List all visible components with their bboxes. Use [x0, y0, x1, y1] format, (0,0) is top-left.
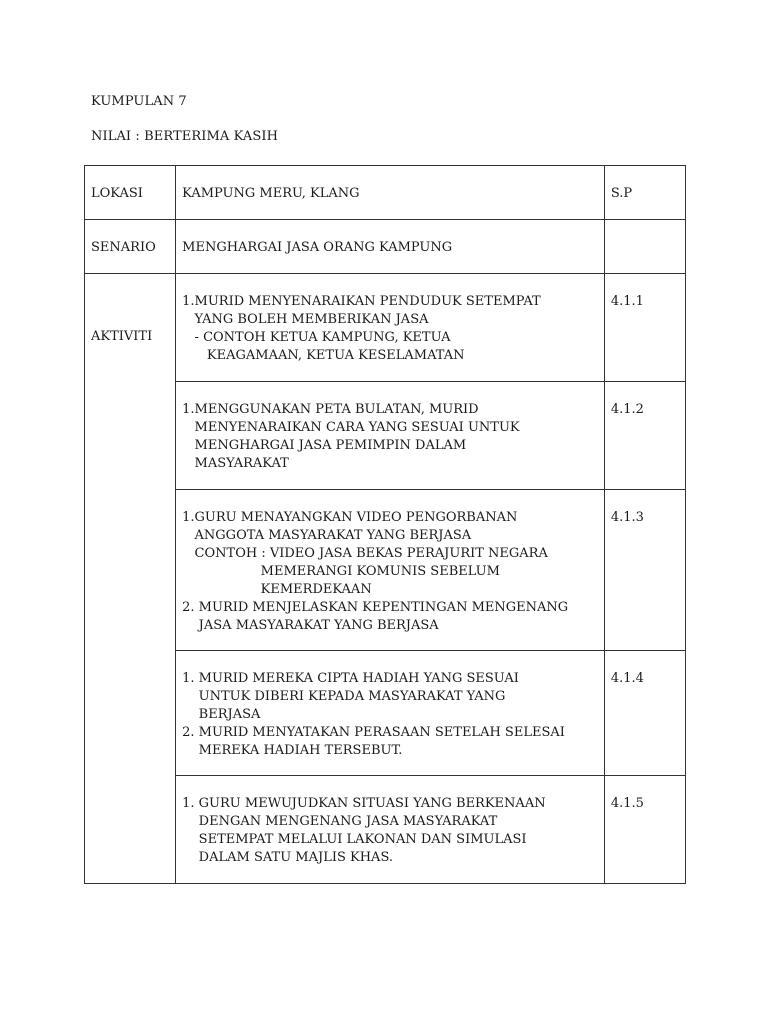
activity-sp-cell	[604, 776, 685, 884]
activity-sp-cell	[604, 382, 685, 490]
activity-sp-cell	[604, 490, 685, 651]
activity-line: MEMERANGI KOMUNIS SEBELUM	[182, 564, 500, 579]
row-senario	[85, 220, 686, 274]
activity-line: MASYARAKAT	[182, 456, 289, 471]
sp-header-cell	[604, 166, 685, 220]
activity-line: BERJASA	[182, 707, 261, 722]
activity-line: 1. MURID MEREKA CIPTA HADIAH YANG SESUAI	[182, 671, 519, 686]
activity-line: CONTOH : VIDEO JASA BEKAS PERAJURIT NEGARA	[182, 546, 548, 561]
activity-line: 1.MURID MENYENARAIKAN PENDUDUK SETEMPAT	[182, 294, 541, 309]
activity-line: YANG BOLEH MEMBERIKAN JASA	[182, 312, 429, 327]
activity-table	[84, 165, 686, 884]
activity-sp: 4.1.3	[610, 510, 644, 525]
activity-line: KEMERDEKAAN	[182, 582, 372, 597]
activity-text	[176, 776, 604, 867]
activity-line: - CONTOH KETUA KAMPUNG, KETUA	[182, 330, 451, 345]
activity-text-cell	[176, 651, 605, 776]
activity-row-1	[85, 274, 686, 382]
activity-line: DALAM SATU MAJLIS KHAS.	[182, 850, 394, 865]
activity-line: DENGAN MENGENANG JASA MASYARAKAT	[182, 814, 498, 829]
activity-line: MEREKA HADIAH TERSEBUT.	[182, 743, 403, 758]
lokasi-value-cell	[176, 166, 605, 220]
senario-label: SENARIO	[91, 240, 156, 255]
activity-line: UNTUK DIBERI KEPADA MASYARAKAT YANG	[182, 689, 506, 704]
activity-line: MENYENARAIKAN CARA YANG SESUAI UNTUK	[182, 420, 520, 435]
activity-text-cell	[176, 382, 605, 490]
senario-sp-cell	[604, 220, 685, 274]
activity-sp: 4.1.1	[610, 294, 644, 309]
lokasi-label: LOKASI	[91, 186, 143, 201]
aktiviti-label: AKTIVITI	[91, 329, 153, 344]
activity-line: ANGGOTA MASYARAKAT YANG BERJASA	[182, 528, 472, 543]
activity-text-cell	[176, 490, 605, 651]
senario-label-cell	[85, 220, 176, 274]
aktiviti-label-cell	[85, 274, 176, 884]
senario-value-cell	[176, 220, 605, 274]
activity-text	[176, 651, 604, 760]
activity-sp: 4.1.2	[610, 402, 644, 417]
nilai-line: NILAI : BERTERIMA KASIH	[91, 129, 279, 144]
row-lokasi	[85, 166, 686, 220]
activity-line: SETEMPAT MELALUI LAKONAN DAN SIMULASI	[182, 832, 527, 847]
activity-line: 1.MENGGUNAKAN PETA BULATAN, MURID	[182, 402, 479, 417]
activity-text-cell	[176, 274, 605, 382]
senario-value: MENGHARGAI JASA ORANG KAMPUNG	[182, 240, 453, 255]
lokasi-label-cell	[85, 166, 176, 220]
document-title: KUMPULAN 7	[91, 94, 187, 109]
activity-text	[176, 274, 604, 365]
activity-sp-cell	[604, 274, 685, 382]
activity-line: 2. MURID MENJELASKAN KEPENTINGAN MENGENANG	[182, 600, 569, 615]
activity-line: MENGHARGAI JASA PEMIMPIN DALAM	[182, 438, 467, 453]
activity-line: KEAGAMAAN, KETUA KESELAMATAN	[182, 348, 465, 363]
activity-sp-cell	[604, 651, 685, 776]
activity-line: 1. GURU MEWUJUDKAN SITUASI YANG BERKENAAN	[182, 796, 546, 811]
activity-sp: 4.1.5	[610, 796, 644, 811]
activity-line: 1.GURU MENAYANGKAN VIDEO PENGORBANAN	[182, 510, 518, 525]
activity-line: JASA MASYARAKAT YANG BERJASA	[182, 618, 439, 633]
activity-text	[176, 490, 604, 635]
activity-text-cell	[176, 776, 605, 884]
sp-header: S.P	[610, 186, 633, 201]
activity-text	[176, 382, 604, 473]
activity-line: 2. MURID MENYATAKAN PERASAAN SETELAH SELESAI	[182, 725, 565, 740]
activity-sp: 4.1.4	[610, 671, 644, 686]
lokasi-value: KAMPUNG MERU, KLANG	[182, 186, 360, 201]
